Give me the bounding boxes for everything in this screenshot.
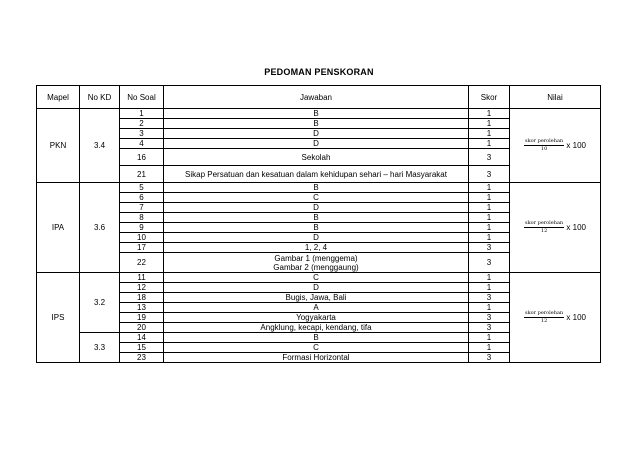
jawaban-cell: D xyxy=(164,283,469,293)
skor-cell: 1 xyxy=(469,283,510,293)
nilai-formula xyxy=(510,273,601,363)
fraction-denominator: 10 xyxy=(540,146,548,152)
no-soal-cell: 7 xyxy=(120,203,164,213)
skor-cell: 1 xyxy=(469,343,510,353)
skor-cell: 3 xyxy=(469,243,510,253)
kd-cell: 3.6 xyxy=(80,183,120,273)
jawaban-cell: D xyxy=(164,203,469,213)
skor-cell: 3 xyxy=(469,253,510,273)
header-jawaban: Jawaban xyxy=(164,86,469,109)
no-soal-cell: 10 xyxy=(120,233,164,243)
header-no-kd: No KD xyxy=(80,86,120,109)
jawaban-cell: D xyxy=(164,233,469,243)
nilai-fraction xyxy=(524,138,564,153)
jawaban-cell: D xyxy=(164,129,469,139)
jawaban-cell xyxy=(164,253,469,273)
skor-cell: 1 xyxy=(469,109,510,119)
no-soal-cell: 21 xyxy=(120,166,164,183)
skor-cell: 3 xyxy=(469,149,510,166)
nilai-fraction xyxy=(524,310,564,325)
skor-cell: 1 xyxy=(469,213,510,223)
skor-cell: 1 xyxy=(469,183,510,193)
skor-cell: 3 xyxy=(469,323,510,333)
mapel-cell: PKN xyxy=(37,109,80,183)
table-row xyxy=(37,183,601,193)
multiplier: x 100 xyxy=(566,313,586,322)
jawaban-cell: Sekolah xyxy=(164,149,469,166)
fraction-numerator: skor perolehan xyxy=(525,138,564,144)
skor-cell: 1 xyxy=(469,333,510,343)
no-soal-cell: 3 xyxy=(120,129,164,139)
jawaban-cell: C xyxy=(164,193,469,203)
no-soal-cell: 12 xyxy=(120,283,164,293)
no-soal-cell: 20 xyxy=(120,323,164,333)
no-soal-cell: 5 xyxy=(120,183,164,193)
jawaban-cell: Yogyakarta xyxy=(164,313,469,323)
skor-cell: 1 xyxy=(469,203,510,213)
jawaban-cell: A xyxy=(164,303,469,313)
jawaban-cell: C xyxy=(164,343,469,353)
jawaban-cell: Angklung, kecapi, kendang, tifa xyxy=(164,323,469,333)
multiplier: x 100 xyxy=(566,141,586,150)
kd-cell: 3.4 xyxy=(80,109,120,183)
jawaban-cell: B xyxy=(164,119,469,129)
kd-cell: 3.2 xyxy=(80,273,120,333)
no-soal-cell: 17 xyxy=(120,243,164,253)
fraction-numerator: skor perolehan xyxy=(525,220,564,226)
no-soal-cell: 9 xyxy=(120,223,164,233)
jawaban-cell: B xyxy=(164,109,469,119)
header-nilai: Nilai xyxy=(510,86,601,109)
jawaban-line: Gambar 2 (menggaung) xyxy=(273,262,359,272)
document-title: PEDOMAN PENSKORAN xyxy=(264,67,374,77)
no-soal-cell: 14 xyxy=(120,333,164,343)
fraction-denominator: 12 xyxy=(540,318,548,324)
kd-cell: 3.3 xyxy=(80,333,120,363)
scoring-table xyxy=(36,85,601,363)
jawaban-cell: C xyxy=(164,273,469,283)
jawaban-cell: B xyxy=(164,213,469,223)
skor-cell: 3 xyxy=(469,313,510,323)
no-soal-cell: 15 xyxy=(120,343,164,353)
jawaban-cell: D xyxy=(164,139,469,149)
nilai-formula xyxy=(510,109,601,183)
nilai-formula xyxy=(510,183,601,273)
no-soal-cell: 19 xyxy=(120,313,164,323)
jawaban-cell: Bugis, Jawa, Bali xyxy=(164,293,469,303)
no-soal-cell: 16 xyxy=(120,149,164,166)
nilai-fraction xyxy=(524,220,564,235)
no-soal-cell: 8 xyxy=(120,213,164,223)
table-header-row xyxy=(37,86,601,109)
no-soal-cell: 22 xyxy=(120,253,164,273)
table-row xyxy=(37,109,601,119)
skor-cell: 3 xyxy=(469,293,510,303)
no-soal-cell: 23 xyxy=(120,353,164,363)
skor-cell: 1 xyxy=(469,303,510,313)
jawaban-cell: B xyxy=(164,223,469,233)
multiplier: x 100 xyxy=(566,223,586,232)
mapel-cell: IPA xyxy=(37,183,80,273)
skor-cell: 1 xyxy=(469,129,510,139)
jawaban-cell: B xyxy=(164,333,469,343)
skor-cell: 1 xyxy=(469,119,510,129)
no-soal-cell: 13 xyxy=(120,303,164,313)
jawaban-line: Gambar 1 (menggema) xyxy=(274,253,358,263)
no-soal-cell: 2 xyxy=(120,119,164,129)
no-soal-cell: 6 xyxy=(120,193,164,203)
jawaban-cell: Formasi Horizontal xyxy=(164,353,469,363)
no-soal-cell: 18 xyxy=(120,293,164,303)
skor-cell: 1 xyxy=(469,273,510,283)
no-soal-cell: 4 xyxy=(120,139,164,149)
skor-cell: 3 xyxy=(469,166,510,183)
fraction-numerator: skor perolehan xyxy=(525,310,564,316)
skor-cell: 1 xyxy=(469,139,510,149)
skor-cell: 1 xyxy=(469,223,510,233)
no-soal-cell: 1 xyxy=(120,109,164,119)
header-skor: Skor xyxy=(469,86,510,109)
mapel-cell: IPS xyxy=(37,273,80,363)
fraction-denominator: 12 xyxy=(540,228,548,234)
table-row xyxy=(37,273,601,283)
skor-cell: 1 xyxy=(469,193,510,203)
jawaban-cell: 1, 2, 4 xyxy=(164,243,469,253)
jawaban-cell: Sikap Persatuan dan kesatuan dalam kehidupan sehari – hari Masyarakat xyxy=(164,166,469,183)
no-soal-cell: 11 xyxy=(120,273,164,283)
skor-cell: 1 xyxy=(469,233,510,243)
header-no-soal: No Soal xyxy=(120,86,164,109)
header-mapel: Mapel xyxy=(37,86,80,109)
skor-cell: 3 xyxy=(469,353,510,363)
jawaban-cell: B xyxy=(164,183,469,193)
